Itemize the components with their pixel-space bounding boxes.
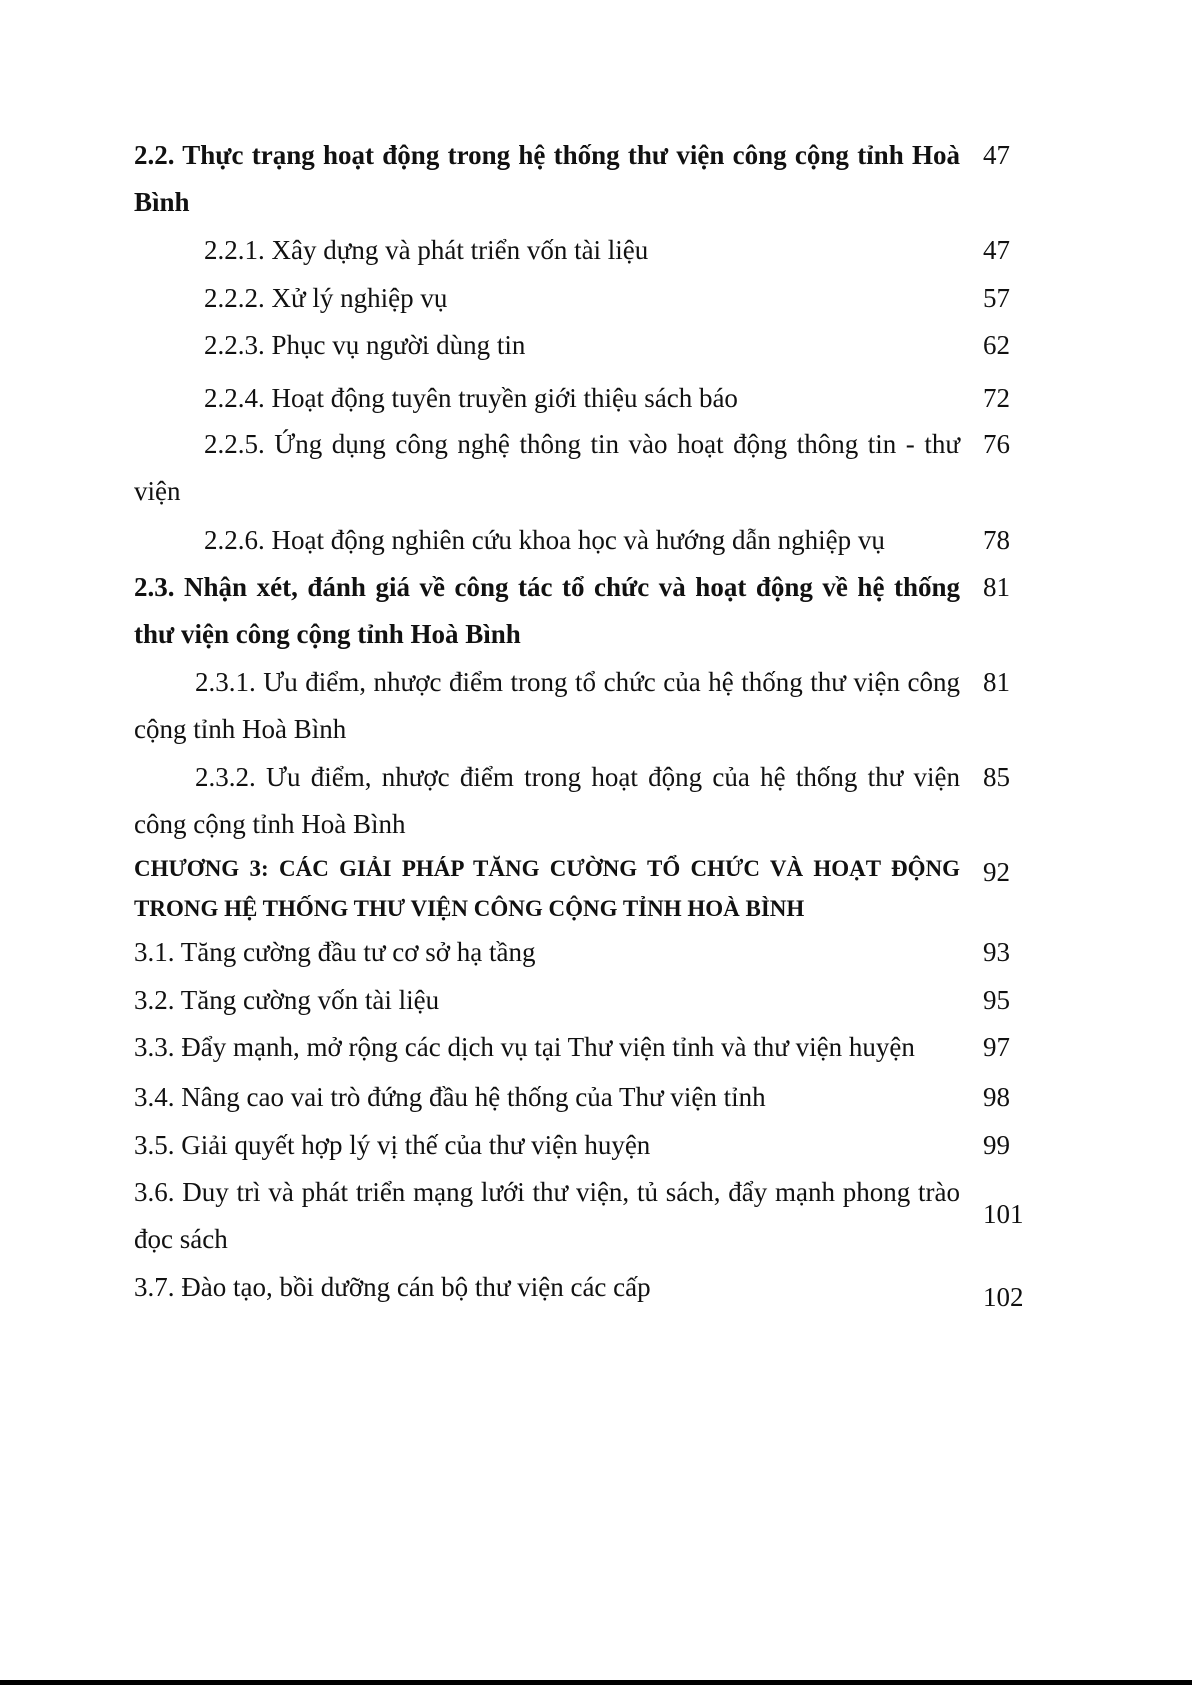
toc-entry-page: 101 — [983, 1199, 1024, 1229]
toc-entry-page: 81 — [983, 572, 1010, 602]
toc-entry-title: 2.2. Thực trạng hoạt động trong hệ thống thư viện công cộng tỉnh Hoà Bình — [134, 140, 960, 217]
toc-entry-title: 3.3. Đẩy mạnh, mở rộng các dịch vụ tại Thư viện tỉnh và thư viện huyện — [134, 1032, 915, 1062]
toc-entry-page: 98 — [983, 1082, 1010, 1112]
toc-entry-page: 57 — [983, 283, 1010, 313]
scan-bottom-edge — [0, 1680, 1192, 1685]
toc-entry-page: 72 — [983, 383, 1010, 413]
toc-entry-title: 3.2. Tăng cường vốn tài liệu — [134, 985, 440, 1015]
toc-entry-title: 2.2.6. Hoạt động nghiên cứu khoa học và hướng dẫn nghiệp vụ — [204, 525, 885, 555]
toc-entry-page: 78 — [983, 525, 1010, 555]
toc-entry-page: 76 — [983, 429, 1010, 459]
toc-entry-title: 2.3. Nhận xét, đánh giá về công tác tổ chức và hoạt động về hệ thống thư viện công cộng tỉnh Hoà Bình — [134, 572, 960, 649]
toc-entry-page: 93 — [983, 937, 1010, 967]
toc-entry-title: 2.2.1. Xây dựng và phát triển vốn tài liệu — [204, 235, 649, 265]
toc-entry-page: 92 — [983, 857, 1010, 887]
toc-entry-title: 3.4. Nâng cao vai trò đứng đầu hệ thống của Thư viện tỉnh — [134, 1082, 766, 1112]
toc-entry-page: 81 — [983, 667, 1010, 697]
toc-entry-page: 47 — [983, 235, 1010, 265]
toc-entry-title: 3.1. Tăng cường đầu tư cơ sở hạ tầng — [134, 937, 536, 967]
toc-entry-page: 102 — [983, 1282, 1024, 1312]
toc-entry-title: 2.2.3. Phục vụ người dùng tin — [204, 330, 526, 360]
toc-entry-title: 2.2.2. Xử lý nghiệp vụ — [204, 283, 448, 313]
toc-entry-title: 2.3.2. Ưu điểm, nhược điểm trong hoạt động của hệ thống thư viện công cộng tỉnh Hoà Bình — [134, 762, 960, 839]
toc-chapter-title: CHƯƠNG 3: CÁC GIẢI PHÁP TĂNG CƯỜNG TỔ CHỨC VÀ HOẠT ĐỘNG TRONG HỆ THỐNG THƯ VIỆN CÔNG CỘNG TỈNH HOÀ BÌNH — [134, 856, 960, 921]
toc-entry-title: 3.5. Giải quyết hợp lý vị thế của thư viện huyện — [134, 1130, 651, 1160]
toc-entry-title: 2.2.5. Ứng dụng công nghệ thông tin vào hoạt động thông tin - thư viện — [134, 429, 960, 506]
toc-entry-page: 62 — [983, 330, 1010, 360]
toc-entry-page: 85 — [983, 762, 1010, 792]
toc-entry-page: 47 — [983, 140, 1010, 170]
toc-entry-title: 2.2.4. Hoạt động tuyên truyền giới thiệu sách báo — [204, 383, 738, 413]
toc-entry-page: 95 — [983, 985, 1010, 1015]
toc-entry-title: 2.3.1. Ưu điểm, nhược điểm trong tổ chức của hệ thống thư viện công cộng tỉnh Hoà Bình — [134, 667, 960, 744]
toc-entry-title: 3.6. Duy trì và phát triển mạng lưới thư viện, tủ sách, đẩy mạnh phong trào đọc sách — [134, 1177, 960, 1254]
toc-entry-page: 99 — [983, 1130, 1010, 1160]
toc-entry-page: 97 — [983, 1032, 1010, 1062]
toc-entry-title: 3.7. Đào tạo, bồi dưỡng cán bộ thư viện các cấp — [134, 1272, 651, 1302]
